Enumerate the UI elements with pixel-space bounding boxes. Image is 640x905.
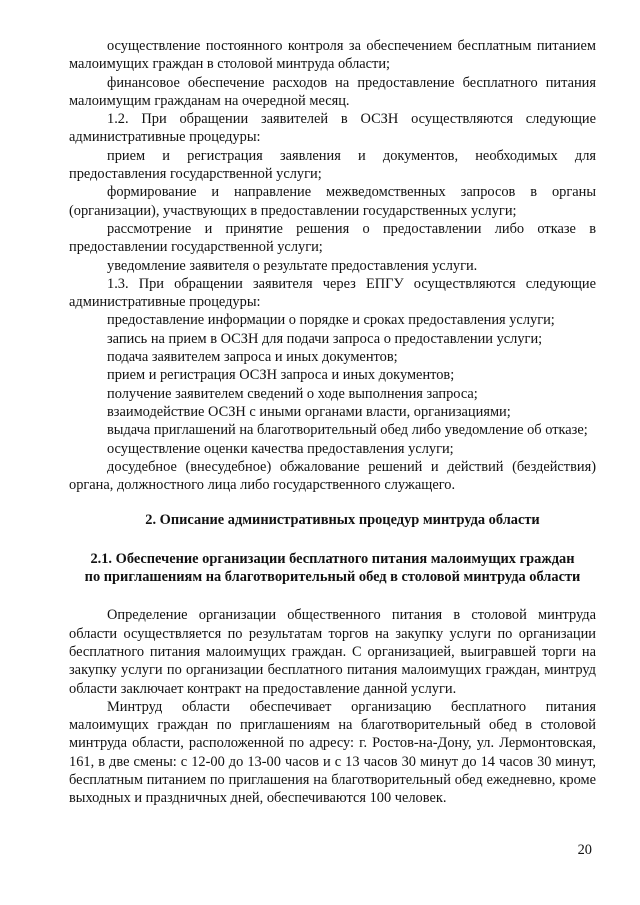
document-body (69, 37, 596, 808)
paragraph: уведомление заявителя о результате предоставления услуги. (107, 257, 478, 274)
paragraph: осуществление постоянного контроля за обеспечением бесплатным питанием малоимущих граждан в столовой минтруда области; (69, 38, 596, 73)
paragraph: запись на прием в ОСЗН для подачи запроса о предоставлении услуги; (107, 330, 543, 347)
subsection-heading (69, 550, 596, 587)
paragraph: досудебное (внесудебное) обжалование решений и действий (бездействия) органа, должностного лица либо государственного служащего. (69, 458, 596, 494)
paragraph: Определение организации общественного питания в столовой минтруда области осуществляется по результатам торгов на закупку услуги по организации бесплатного питания малоимущих граждан. С организацией, выигравшей торги на закупку услуги по организации бесплатного питания малоимущих граждан, минтруд области заключает контракт на предоставление данной услуги. (69, 607, 596, 697)
paragraph: формирование и направление межведомственных запросов в органы (организации), участвующих в предоставлении государственных услуги; (69, 184, 596, 219)
paragraph: Минтруд области обеспечивает организацию бесплатного питания малоимущих граждан по приглашениям на благотворительный обед в столовой минтруда области, расположенной по адресу: г. Ростов-на-Дону, ул. Лермонтовская, 161, в две смены: с 12-00 до 13-00 часов и с 13 часов 30 минут до 14 часов 30 минут, бесплатным питанием по приглашения на благотворительный обед ежедневно, кроме выходных и праздничных дней, обеспечиваются 100 человек. (69, 698, 596, 807)
page-number: 20 (577, 842, 592, 858)
paragraph: прием и регистрация ОСЗН запроса и иных документов; (107, 367, 455, 384)
paragraph: взаимодействие ОСЗН с иными органами власти, организациями; (107, 403, 511, 420)
paragraph: получение заявителем сведений о ходе выполнения запроса; (107, 385, 478, 402)
paragraph: подача заявителем запроса и иных документов; (107, 349, 398, 366)
subsection-heading-line: 2.1. Обеспечение организации бесплатного питания малоимущих граждан (90, 550, 575, 567)
paragraph: прием и регистрация заявления и документов, необходимых для предоставления государственной услуги; (69, 147, 596, 183)
paragraph: финансовое обеспечение расходов на предоставление бесплатного питания малоимущим гражданам на очередной месяц. (69, 74, 596, 109)
paragraph: выдача приглашений на благотворительный обед либо уведомление об отказе; (107, 422, 588, 439)
paragraph: осуществление оценки качества предоставления услуги; (107, 440, 454, 457)
section-heading: 2. Описание административных процедур минтруда области (145, 512, 540, 529)
paragraph: 1.2. При обращении заявителей в ОСЗН осуществляются следующие административные процедуры: (69, 111, 596, 146)
subsection-heading-line: по приглашениям на благотворительный обед в столовой минтруда области (84, 569, 581, 586)
paragraph: рассмотрение и принятие решения о предоставлении либо отказе в предоставлении государственной услуги; (69, 220, 596, 256)
paragraph: предоставление информации о порядке и сроках предоставления услуги; (107, 312, 555, 329)
paragraph: 1.3. При обращении заявителя через ЕПГУ осуществляются следующие административные процедуры: (69, 275, 596, 311)
